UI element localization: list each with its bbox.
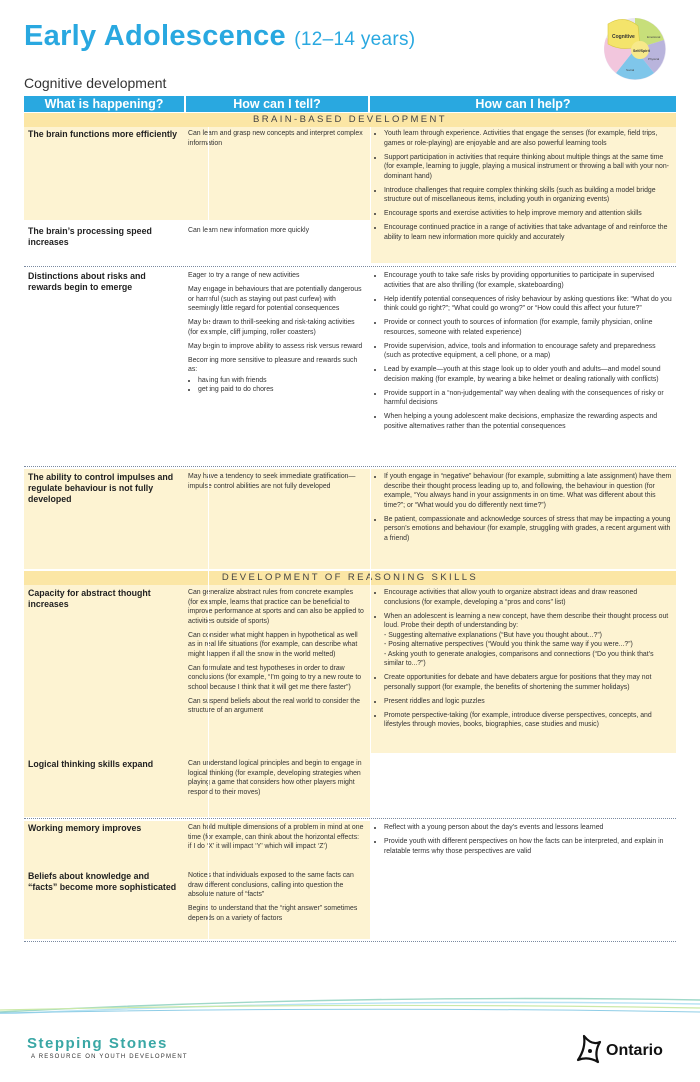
what-r7: Working memory improves: [28, 823, 142, 833]
column-divider: [208, 127, 209, 939]
help-r4: [374, 472, 672, 548]
what-r5: Capacity for abstract thought increases: [28, 588, 151, 609]
development-wheel-logo: [602, 16, 668, 82]
help-r3-0: • Encourage youth to take safe risks by providing opportunities to participate in supervised activities that are also thrilling (for example, skateboarding): [384, 271, 672, 290]
band-brain-based: BRAIN-BASED DEVELOPMENT: [24, 113, 676, 127]
tell-r8-1: Begins to understand that the “right answer” sometimes depends on a variety of factors: [188, 905, 358, 922]
help-r5-sub-0: - Suggesting alternative explanations (“But have you thought about...?”): [384, 631, 602, 639]
tell-r5-0: Can generalize abstract rules from concrete examples (for example, learns that practice can be beneficial to improve performance at sports and can also be applied to activities outside of sports): [188, 589, 364, 625]
header-help: How can I help?: [370, 96, 676, 112]
help-r3-5: • Provide support in a “non-judgemental” way when dealing with the consequences of risky or harmful decisions: [384, 389, 672, 408]
row-divider: [24, 466, 676, 467]
row-group-abstract: [24, 585, 676, 817]
what-r4: The ability to control impulses and regulate behaviour is not fully developed: [28, 472, 174, 504]
tell-r3-1: May engage in behaviours that are potentially dangerous or harmful (such as staying out past curfew) with seemingly little regard for potential consequences: [188, 286, 362, 312]
page-title-age: (12–14 years): [294, 29, 416, 50]
help-r1-3: • Encourage sports and exercise activities to help improve memory and attention skills: [384, 209, 672, 219]
help-r5-0: • Encourage activities that allow youth to organize abstract ideas and draw reasoned conclusions (for example, developing a “pros and cons” list): [384, 588, 672, 607]
row-divider: [24, 941, 676, 942]
tell-r3-0: Eager to try a range of new activities: [188, 272, 300, 279]
logo-label-emotional: Emotional: [647, 35, 661, 39]
help-r1: [374, 129, 672, 247]
help-r5: [374, 588, 672, 734]
help-r1-0: • Youth learn through experience. Activities that engage the senses (for example, field trips, games or role-playing) are enjoyable and are also powerful learning tools: [384, 129, 672, 148]
column-divider: [370, 127, 371, 939]
tell-r5-1: Can consider what might happen in hypothetical as well as in real life situations (for example, can describe what might happen if all the snow in the world melted): [188, 631, 358, 658]
row-risks: [24, 269, 676, 462]
row-divider: [24, 818, 676, 819]
logo-label-cognitive: Cognitive: [612, 34, 635, 40]
section-label: Cognitive development: [24, 75, 167, 91]
help-r3-6: • When helping a young adolescent make decisions, emphasize the rewarding aspects and positive alternatives rather than the potential consequences: [384, 412, 672, 431]
tell-r6: [188, 759, 364, 802]
header-tell: How can I tell?: [186, 96, 368, 112]
help-r4-1: • Be patient, compassionate and acknowledge sources of stress that may be impacting a young person’s emotions and behaviour (for example, struggling with grades, a recent argument with a friend): [384, 515, 672, 544]
help-r3-3: • Provide supervision, advice, tools and information to encourage safety and preparedness (such as protective equipment, a cell phone, or a map): [384, 342, 672, 361]
help-r3-1: • Help identify potential consequences of risky behaviour by asking questions like: “What do you think could go right?”; “What could go wrong?” or “How could this affect your future?”: [384, 295, 672, 314]
tell-r3-4: Becoming more sensitive to pleasure and rewards such as:: [188, 356, 358, 373]
tell-r3-3: May begin to improve ability to assess risk versus reward: [188, 342, 363, 350]
help-r7-1: • Provide youth with different perspectives on how the facts can be interpreted, and explain in relatable terms why those perspectives are valid: [384, 837, 672, 856]
what-r8: Beliefs about knowledge and “facts” become more sophisticated: [28, 871, 177, 892]
help-r5-3: • Present riddles and logic puzzles: [384, 697, 672, 707]
tell-r8-0: Notices that individuals exposed to the same facts can draw different conclusions, calling into question the absolute nature of “facts”: [188, 872, 354, 898]
decorative-wave-lines: [0, 992, 700, 1014]
tell-r7-0: Can hold multiple dimensions of a problem in mind at one time (for example, can think about the horizontal effects: if I do ‘X’ it will impact ‘Y’ which will impact ‘Z’): [188, 824, 364, 850]
tell-r2: [188, 226, 364, 240]
help-r4-0: • If youth engage in “negative” behaviour (for example, submitting a late assignment) have them describe their thought process leading up to, and following, the behaviour in question (for example, “You always hand in your assignments in on time. What was different about this time?”; or “What would you do differently next time?”): [384, 472, 672, 510]
tell-r3: [188, 271, 364, 395]
row-impulses: [24, 469, 676, 569]
tell-r5-2: Can formulate and test hypotheses in order to draw conclusions (for example, “I’m going to try a new route to school because I think that it will get me there faster”): [188, 664, 362, 691]
tell-r6-0: Can understand logical principles and begin to engage in logical thinking (for example, developing strategies when playing a game that considers how other players might respond to their moves): [188, 760, 362, 796]
help-r1-1: • Support participation in activities that require thinking about multiple things at the same time (for example, learning to juggle, playing a musical instrument or throwing a ball with your non-dominant hand): [384, 153, 672, 182]
logo-label-physical: Physical: [648, 57, 660, 61]
tell-r1: [188, 129, 364, 153]
help-r5-2: • Create opportunities for debate and have debaters argue for positions that they may not personally support (for example, the benefits of shortening the summer holidays): [384, 673, 672, 692]
row-group-efficiency: [24, 127, 676, 263]
tell-r2-0: Can learn new information more quickly: [188, 227, 310, 234]
ontario-wordmark: Ontario: [606, 1042, 663, 1059]
tell-r3-2: May be drawn to thrill-seeking and risk-taking activities (for example, cliff jumping, roller coasters): [188, 319, 355, 336]
page-title-main: Early Adolescence: [24, 20, 286, 52]
help-r3-2: • Provide or connect youth to sources of information (for example, family physician, online resources, someone with related experience): [384, 318, 672, 337]
what-r2: The brain’s processing speed increases: [28, 226, 152, 247]
band-reasoning: DEVELOPMENT OF REASONING SKILLS: [24, 571, 676, 585]
page-title: [24, 20, 415, 53]
help-r3: [374, 271, 672, 436]
help-r5-1-text: When an adolescent is learning a new concept, have them describe their thought process out loud. Probe their depth of understanding by:: [384, 612, 669, 629]
row-divider: [24, 266, 676, 267]
what-r1: The brain functions more efficiently: [28, 129, 178, 139]
help-r5-sub-2: - Asking youth to generate analogies, comparisons and connections (“Do you think that’s similar to...?”): [384, 650, 654, 667]
help-r5-1: [384, 612, 672, 669]
brand-name: Stepping Stones: [27, 1035, 168, 1052]
tell-r8: [188, 871, 364, 928]
help-r7-0: • Reflect with a young person about the day’s events and lessons learned: [384, 823, 672, 833]
what-r3: Distinctions about risks and rewards begin to emerge: [28, 271, 146, 292]
header-what: What is happening?: [24, 96, 184, 112]
what-r6: Logical thinking skills expand: [28, 759, 154, 769]
help-r7: [374, 823, 672, 861]
tell-r3-bullet-1: • getting paid to do chores: [198, 385, 364, 395]
help-r1-4: • Encourage continued practice in a range of activities that take advantage of and reinforce the ability to learn new information more quickly and accurately: [384, 223, 672, 242]
logo-label-social: Social: [626, 68, 635, 72]
tell-r5: [188, 588, 364, 720]
tell-r5-3: Can suspend beliefs about the real world to consider the structure of an argument: [188, 697, 360, 714]
row-group-memory: [24, 821, 676, 939]
tell-r4-0: May have a tendency to seek immediate gratification—impulse control abilities are not fully developed: [188, 473, 356, 490]
brand-tagline: A RESOURCE ON YOUTH DEVELOPMENT: [31, 1054, 188, 1060]
tell-r3-bullet-0: • having fun with friends: [198, 376, 364, 386]
help-r1-2: • Introduce challenges that require complex thinking skills (such as building a model bridge structure out of miscellaneous items, including youth in organizing events): [384, 186, 672, 205]
tell-r4: [188, 472, 364, 496]
help-r5-4: • Promote perspective-taking (for example, introduce diverse perspectives, concepts, and lifestyles through movies, books, biographies, case studies and music): [384, 711, 672, 730]
help-r3-4: • Lead by example—youth at this stage look up to older youth and adults—and model sound decision making (for example, by wearing a bike helmet or dealing rationally with conflicts): [384, 365, 672, 384]
tell-r7: [188, 823, 364, 856]
logo-label-self: Self/Spirit: [633, 49, 650, 53]
tell-r1-0: Can learn and grasp new concepts and interpret complex information: [188, 130, 363, 147]
help-r5-sub-1: - Posing alternative perspectives (“Would you think the same way if you were...?”): [384, 641, 633, 648]
